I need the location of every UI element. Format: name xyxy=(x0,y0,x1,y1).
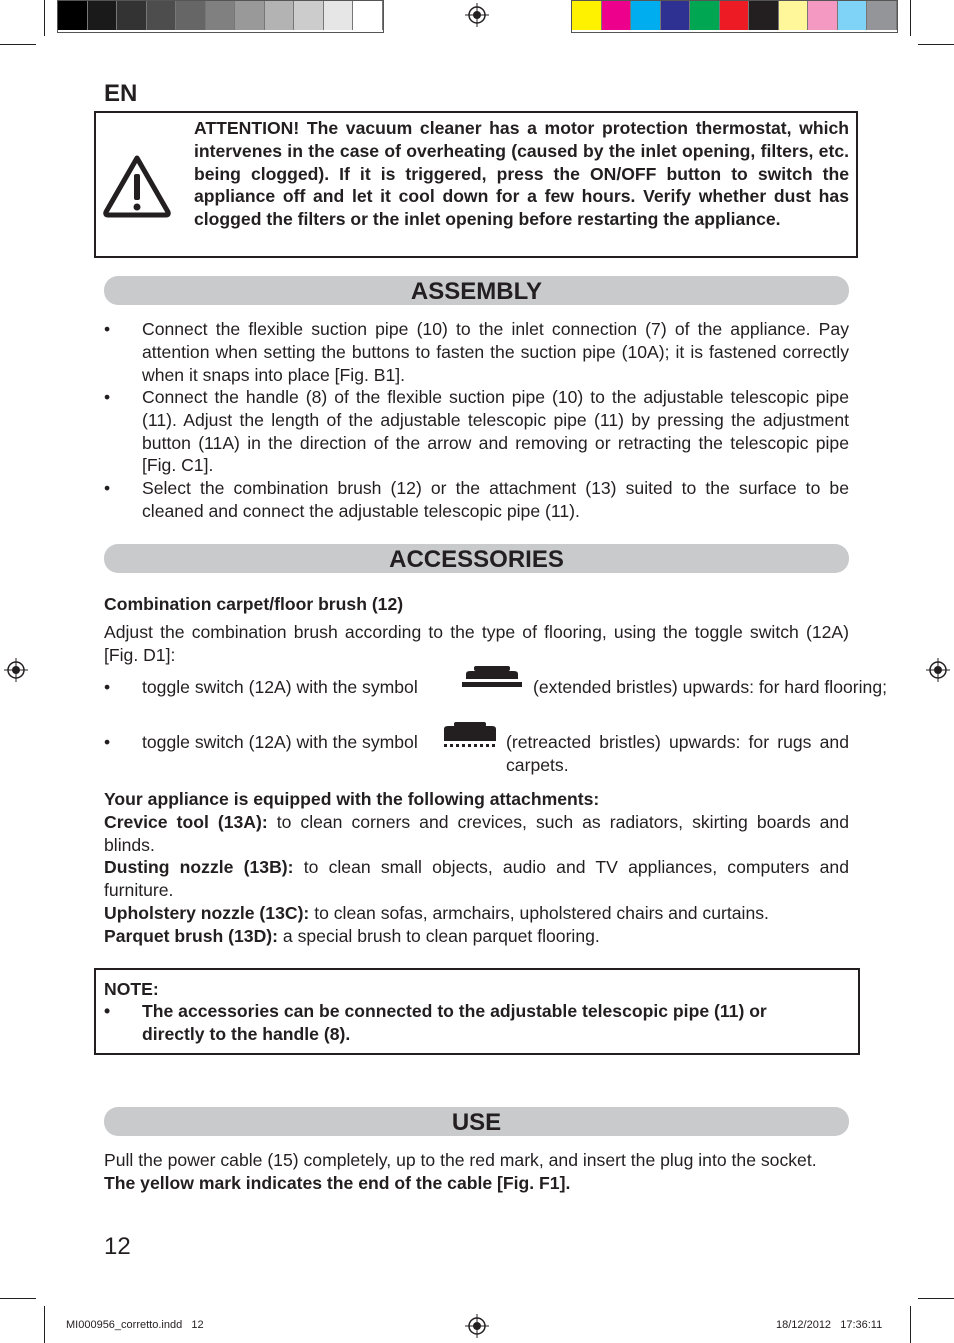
color-swatch xyxy=(117,1,147,30)
attachment-label: Upholstery nozzle (13C): xyxy=(104,903,310,923)
color-swatch xyxy=(661,1,691,30)
bullet: • xyxy=(104,319,111,339)
crop-mark xyxy=(44,0,45,36)
color-swatch xyxy=(749,1,779,30)
registration-mark-icon xyxy=(465,1314,489,1338)
color-swatch xyxy=(235,1,265,30)
attachment-upholstery-nozzle xyxy=(104,902,849,925)
warning-triangle-icon xyxy=(102,154,172,218)
bullet: • xyxy=(104,387,111,407)
attachment-text: to clean small objects, audio and TV appliances, computers and furniture. xyxy=(104,857,849,900)
crop-mark xyxy=(910,1306,911,1343)
retracted-bristles-icon xyxy=(438,720,502,750)
toggle-text-after: (extended bristles) upwards: for hard flooring; xyxy=(533,677,888,697)
attachment-parquet-brush xyxy=(104,925,849,948)
note-label: NOTE: xyxy=(104,979,159,999)
color-swatch xyxy=(572,1,602,30)
color-swatch xyxy=(631,1,661,30)
color-swatch xyxy=(602,1,632,30)
process-color-bar xyxy=(571,0,898,33)
color-swatch xyxy=(353,1,383,30)
registration-mark-icon xyxy=(465,3,489,27)
crop-mark xyxy=(918,44,954,45)
attachment-crevice-tool xyxy=(104,811,849,857)
page-number: 12 xyxy=(104,1233,131,1260)
color-swatch xyxy=(206,1,236,30)
brush-intro: Adjust the combination brush according to the type of flooring, using the toggle switch (12A) [Fig. D1]: xyxy=(104,622,849,665)
toggle-text-after: (retreacted bristles) upwards: for rugs and carpets. xyxy=(506,732,849,775)
attachment-dusting-nozzle xyxy=(104,856,849,902)
color-swatch xyxy=(176,1,206,30)
list-item: Connect the handle (8) of the flexible suction pipe (10) to the adjustable telescopic pipe (11). Adjust the length of the adjustable telescopic pipe (11) by pressing the adjustment button (11A) in the direction of the arrow and removing or retracting the telescopic pipe [Fig. C1]. xyxy=(142,387,849,476)
bullet: • xyxy=(104,732,111,752)
use-text: Pull the power cable (15) completely, up to the red mark, and insert the plug into the socket. xyxy=(104,1150,817,1170)
registration-mark-icon xyxy=(926,658,950,682)
attachment-text: to clean sofas, armchairs, upholstered chairs and curtains. xyxy=(314,903,769,923)
bullet: • xyxy=(104,478,111,498)
crop-mark xyxy=(0,1298,36,1299)
language-code: EN xyxy=(104,80,138,107)
warning-text: ATTENTION! The vacuum cleaner has a motor protection thermostat, which intervenes in the case of overheating (caused by the inlet opening, filters, etc. being clogged). If it is triggered, press the ON/OFF button to switch the appliance off and let it cool down for a few hours. Verify whether dust has clogged the filters or the inlet opening before restarting the appliance. xyxy=(194,118,849,230)
registration-mark-icon xyxy=(4,658,28,682)
note-text: The accessories can be connected to the adjustable telescopic pipe (11) or directly to the handle (8). xyxy=(142,1001,767,1044)
attachment-label: Parquet brush (13D): xyxy=(104,926,279,946)
section-title-assembly: ASSEMBLY xyxy=(104,276,849,305)
bullet: • xyxy=(104,677,111,697)
list-item: Connect the flexible suction pipe (10) to the inlet connection (7) of the appliance. Pay attention when setting the buttons to fasten the suction pipe (10A); it is fastened correctly when it snaps into place [Fig. B1]. xyxy=(142,319,849,385)
color-swatch xyxy=(324,1,354,30)
toggle-text-before: toggle switch (12A) with the symbol xyxy=(142,677,418,697)
color-swatch xyxy=(147,1,177,30)
color-swatch xyxy=(838,1,868,30)
crop-mark xyxy=(0,44,36,45)
color-swatch xyxy=(265,1,295,30)
attachment-label: Dusting nozzle (13B): xyxy=(104,857,294,877)
color-swatch xyxy=(58,1,88,30)
extended-bristles-icon xyxy=(460,664,524,694)
date-time: 18/12/2012 17:36:11 xyxy=(776,1319,883,1331)
attachment-text: to clean corners and crevices, such as radiators, skirting boards and blinds. xyxy=(104,812,849,855)
list-item: Select the combination brush (12) or the attachment (13) suited to the surface to be cleaned and connect the adjustable telescopic pipe (11). xyxy=(142,478,849,521)
crop-mark xyxy=(918,1298,954,1299)
color-swatch xyxy=(867,1,897,30)
crop-mark xyxy=(910,0,911,36)
attachment-label: Crevice tool (13A): xyxy=(104,812,268,832)
section-title-use: USE xyxy=(104,1107,849,1136)
use-bold-text: The yellow mark indicates the end of the cable [Fig. F1]. xyxy=(104,1173,571,1193)
gray-color-bar xyxy=(57,0,384,33)
toggle-text-before: toggle switch (12A) with the symbol xyxy=(142,732,418,752)
color-swatch xyxy=(779,1,809,30)
brush-heading: Combination carpet/floor brush (12) xyxy=(104,594,404,614)
color-swatch xyxy=(88,1,118,30)
section-title-accessories: ACCESSORIES xyxy=(104,544,849,573)
color-swatch xyxy=(720,1,750,30)
color-swatch xyxy=(808,1,838,30)
color-swatch xyxy=(294,1,324,30)
attachment-text: a special brush to clean parquet flooring. xyxy=(282,926,600,946)
color-swatch xyxy=(690,1,720,30)
file-name: MI000956_corretto.indd 12 xyxy=(66,1319,204,1331)
bullet: • xyxy=(104,1001,111,1021)
attachments-heading: Your appliance is equipped with the following attachments: xyxy=(104,789,600,809)
crop-mark xyxy=(44,1306,45,1343)
